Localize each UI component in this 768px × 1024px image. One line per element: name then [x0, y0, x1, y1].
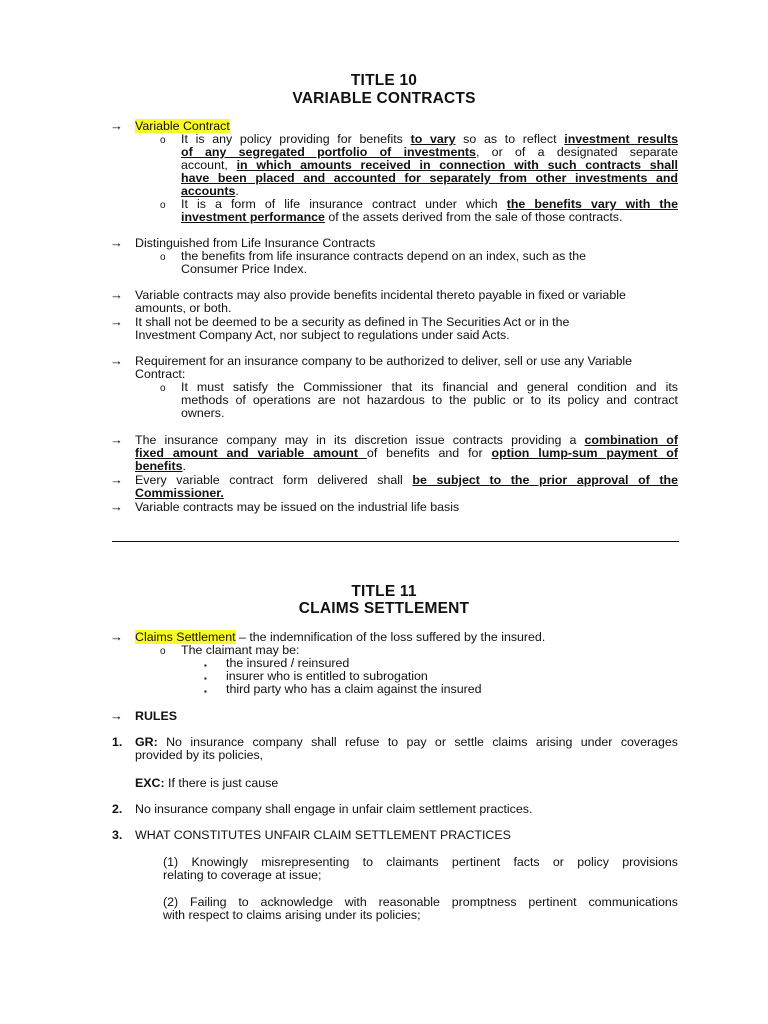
vc-def-line-5: accounts. — [181, 184, 239, 198]
square-bullet: ▪ — [204, 687, 207, 696]
requirement-line-2: Contract: — [135, 367, 186, 381]
sub-bullet: o — [160, 252, 166, 263]
sub-bullet: o — [160, 200, 166, 211]
rule-number: 2. — [112, 802, 123, 816]
square-bullet: ▪ — [204, 674, 207, 683]
requirement-sub-line-3: owners. — [181, 406, 225, 420]
rule-3-item-2-line-1: (2) Failing to acknowledge with reasonable promptness pertinent communications — [163, 895, 678, 909]
rule-number: 1. — [112, 735, 123, 749]
variable-contract-heading: Variable Contract — [135, 119, 230, 133]
claims-settlement-definition: Claims Settlement – the indemnification of the loss suffered by the insured. — [135, 630, 546, 644]
arrow-bullet: → — [110, 432, 123, 447]
rule-3-item-2-line-2: with respect to claims arising under its policies; — [163, 908, 421, 922]
vc-def-line-4: have been placed and accounted for separately from other investments and — [181, 171, 678, 185]
claimant-intro: The claimant may be: — [181, 643, 300, 657]
arrow-bullet: → — [110, 287, 123, 302]
rule-1-line-2: provided by its policies, — [135, 748, 264, 762]
vc-form-line-2: investment performance of the assets derived from the sale of those contracts. — [181, 210, 623, 224]
rule-1-line-1: GR: No insurance company shall refuse to pay or settle claims arising under coverages — [135, 735, 678, 749]
arrow-bullet: → — [110, 472, 123, 487]
rule-3-item-1-line-1: (1) Knowingly misrepresenting to claimants pertinent facts or policy provisions — [163, 855, 678, 869]
distinguished-line-1: the benefits from life insurance contracts depend on an index, such as the — [181, 249, 587, 263]
arrow-bullet: → — [110, 499, 123, 514]
title-11-number: TITLE 11 — [351, 583, 417, 600]
requirement-sub-line-1: It must satisfy the Commissioner that its financial and general condition and its — [181, 380, 678, 394]
arrow-bullet: → — [110, 629, 123, 644]
rule-3-heading: WHAT CONSTITUTES UNFAIR CLAIM SETTLEMENT PRACTICES — [135, 828, 511, 842]
vc-form-line-1: It is a form of life insurance contract under which the benefits vary with the — [181, 197, 678, 211]
requirement-sub-line-2: methods of operations are not hazardous to the public or to its policy and contract — [181, 393, 678, 407]
vc-def-line-3: account, in which amounts received in connection with such contracts shall — [181, 158, 678, 172]
title-10-name: VARIABLE CONTRACTS — [292, 90, 476, 107]
title-11-name: CLAIMS SETTLEMENT — [298, 600, 470, 617]
incidental-line-1: Variable contracts may also provide benefits incidental thereto payable in fixed or variable — [135, 288, 626, 302]
arrow-bullet: → — [110, 314, 123, 329]
rule-number: 3. — [112, 828, 123, 842]
form-approval-line-1: Every variable contract form delivered shall be subject to the prior approval of the — [135, 473, 679, 487]
arrow-bullet: → — [110, 708, 123, 723]
claimant-item: the insured / reinsured — [226, 656, 350, 670]
requirement-line-1: Requirement for an insurance company to be authorized to deliver, sell or use any Variable — [135, 354, 633, 368]
security-line-2: Investment Company Act, nor subject to regulations under said Acts. — [135, 328, 510, 342]
discretion-line-2: fixed amount and variable amount of benefits and for option lump-sum payment of — [135, 446, 678, 460]
industrial-line: Variable contracts may be issued on the industrial life basis — [135, 500, 460, 514]
distinguished-line-2: Consumer Price Index. — [181, 262, 308, 276]
rule-1-exception: EXC: If there is just cause — [135, 776, 279, 790]
vc-def-line-2: of any segregated portfolio of investments, or of a designated separate — [181, 145, 679, 159]
claimant-item: insurer who is entitled to subrogation — [226, 669, 428, 683]
rule-2-text: No insurance company shall engage in unfair claim settlement practices. — [135, 802, 533, 816]
sub-bullet: o — [160, 383, 166, 394]
arrow-bullet: → — [110, 118, 123, 133]
arrow-bullet: → — [110, 235, 123, 250]
square-bullet: ▪ — [204, 661, 207, 670]
form-approval-line-2: Commissioner. — [135, 486, 224, 500]
section-divider — [112, 541, 679, 542]
title-10-number: TITLE 10 — [350, 72, 418, 89]
sub-bullet: o — [160, 646, 166, 657]
sub-bullet: o — [160, 135, 166, 146]
rules-label: RULES — [135, 709, 177, 723]
claimant-item: third party who has a claim against the insured — [226, 682, 482, 696]
discretion-line-3: benefits. — [135, 459, 186, 473]
vc-def-line-1: It is any policy providing for benefits to vary so as to reflect investment results — [181, 132, 679, 146]
distinguished-heading: Distinguished from Life Insurance Contracts — [135, 236, 376, 250]
security-line-1: It shall not be deemed to be a security as defined in The Securities Act or in the — [135, 315, 570, 329]
rule-3-item-1-line-2: relating to coverage at issue; — [163, 868, 322, 882]
incidental-line-2: amounts, or both. — [135, 301, 232, 315]
arrow-bullet: → — [110, 353, 123, 368]
discretion-line-1: The insurance company may in its discretion issue contracts providing a combination of — [135, 433, 679, 447]
